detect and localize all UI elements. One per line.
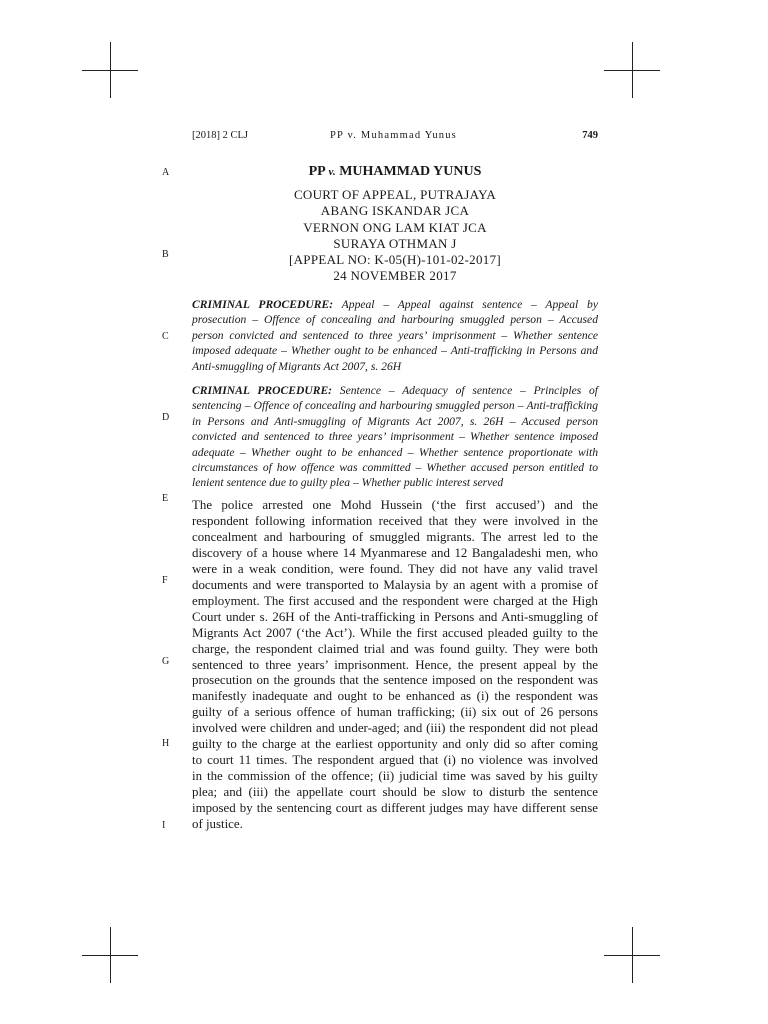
- crop-mark: [632, 927, 633, 983]
- case-title: [192, 164, 598, 180]
- report-citation: [2018] 2 CLJ: [192, 130, 248, 141]
- headnote-line: concealment and harbouring of smuggled migrants. The arrest led to the: [192, 529, 598, 544]
- margin-letter: F: [162, 575, 168, 586]
- headnote-line: Migrants Act 2007 (‘the Act’). While the first accused pleaded guilty to the: [192, 625, 598, 640]
- judgment-date: 24 NOVEMBER 2017: [333, 268, 457, 284]
- margin-letter: I: [162, 820, 166, 831]
- catchword-heading: CRIMINAL PROCEDURE:: [192, 384, 333, 397]
- judge-name: ABANG ISKANDAR JCA: [320, 203, 470, 219]
- headnote-line: respondent following information received that they were involved in the: [192, 513, 598, 528]
- appeal-number: [APPEAL NO: K-05(H)-101-02-2017]: [288, 252, 502, 268]
- case-title-respondent: MUHAMMAD YUNUS: [335, 164, 482, 179]
- headnote-line: of justice.: [192, 817, 243, 832]
- judge-name: SURAYA OTHMAN J: [333, 235, 457, 251]
- running-head: [192, 130, 598, 146]
- headnote-line: sentenced to three years’ imprisonment. Hence, the present appeal by the: [192, 657, 598, 672]
- headnote-line: The police arrested one Mohd Hussein (‘the first accused’) and the: [192, 498, 598, 512]
- court-name: COURT OF APPEAL, PUTRAJAYA: [293, 187, 497, 202]
- margin-letter: G: [162, 656, 170, 667]
- headnote-line: imposed by the sentencing court as different judges may have different sense: [192, 801, 598, 816]
- headnote-line: involved were children and under-aged; and (iii) the respondent did not plead: [192, 721, 598, 736]
- margin-letter: C: [162, 331, 169, 342]
- headnote-line: manifestly inadequate and ought to be enhanced as (i) the respondent was: [192, 689, 598, 704]
- headnote-line: plea; and (iii) the appellate court should be slow to disturb the sentence: [192, 785, 598, 800]
- crop-mark: [632, 42, 633, 98]
- crop-mark: [110, 927, 111, 983]
- margin-letter: D: [162, 412, 170, 423]
- margin-letter: E: [162, 493, 169, 504]
- margin-letter: B: [162, 249, 169, 260]
- headnote-line: documents and were transported to Malaysia by an agent with a promise of: [192, 577, 598, 592]
- judge-name: VERNON ONG LAM KIAT JCA: [303, 219, 487, 235]
- court-details: [192, 187, 598, 285]
- case-title-versus: v.: [328, 166, 336, 178]
- headnote-line: guilty of a serious offence of human trafficking; (ii) six out of 26 persons: [192, 705, 598, 720]
- headnote-line: charge, the respondent claimed trial and was found guilty. They were both: [192, 641, 598, 656]
- catchword-paragraph: [192, 297, 598, 374]
- margin-letter: A: [162, 167, 170, 178]
- headnote-line: in the commission of the offence; (ii) judicial time was saved by his guilty: [192, 769, 598, 784]
- catchword-heading: CRIMINAL PROCEDURE:: [192, 298, 334, 311]
- margin-letter: H: [162, 738, 170, 749]
- running-title: PP v. Muhammad Yunus: [330, 130, 457, 141]
- crop-mark: [110, 42, 111, 98]
- headnote-paragraph: [192, 498, 598, 833]
- catchword-paragraph: [192, 383, 598, 491]
- catchword-text: Sentence – Adequacy of sentence – Principles of sentencing – Offence of concealing and harbouring smuggled person – Anti-trafficking in Persons and Anti-smuggling of Migrants Act 2007, s. 26H – Accused person convicted and sentenced to three years’ imprisonment – Whether sentence imposed adequate – Whether ought to be enhanced – Whether sentence proportionate with circumstances of how offence was committed – Whether accused person entitled to lenient sentence due to guilty plea – Whether public interest served: [192, 384, 598, 490]
- case-title-party: PP: [308, 164, 329, 179]
- headnote-line: were in a weak condition, were found. They did not have any valid travel: [192, 561, 598, 576]
- catchword-text: Appeal – Appeal against sentence – Appeal by prosecution – Offence of concealing and harbouring smuggled person – Accused person convicted and sentenced to three years’ imprisonment – Whether sentence imposed adequate – Whether ought to be enhanced – Anti-trafficking in Persons and Anti-smuggling of Migrants Act 2007, s. 26H: [192, 298, 598, 373]
- page-number: 749: [582, 130, 598, 141]
- headnote-line: to court 11 times. The respondent argued that (i) no violence was involved: [192, 753, 598, 768]
- headnote-line: Court under s. 26H of the Anti-trafficking in Persons and Anti-smuggling of: [192, 609, 598, 624]
- headnote-line: employment. The first accused and the respondent were charged at the High: [192, 593, 598, 608]
- headnote-line: guilty to the charge at the earliest opportunity and only did so after coming: [192, 737, 598, 752]
- headnote-line: prosecution on the grounds that the sentence imposed on the respondent was: [192, 673, 598, 688]
- headnote-line: discovery of a house where 14 Myanmarese and 12 Bangaladeshi men, who: [192, 545, 598, 560]
